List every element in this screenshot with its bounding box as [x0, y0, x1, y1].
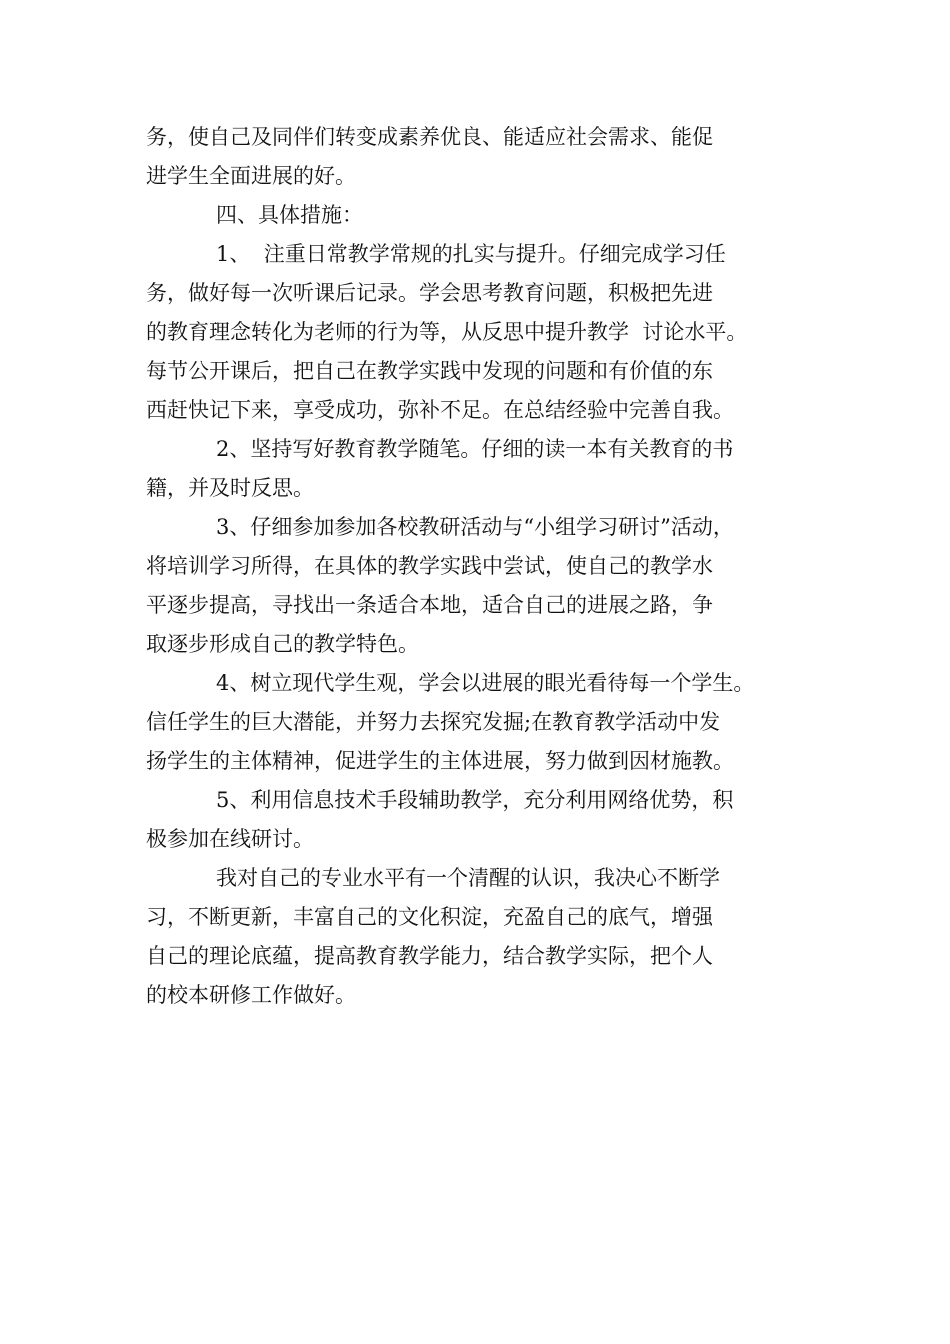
section-heading: 四、具体措施： [216, 203, 363, 227]
text-line: 1、 注重日常教学常规的扎实与提升。仔细完成学习任 [216, 242, 726, 266]
text-line: 信任学生的巨大潜能，并努力去探究发掘;在教育教学活动中发 [146, 710, 721, 734]
text-line: 习，不断更新，丰富自己的文化积淀，充盈自己的底气，增强 [146, 905, 713, 929]
text-line: 务，使自己及同伴们转变成素养优良、能适应社会需求、能促 [146, 125, 713, 149]
text-line: 西赶快记下来，享受成功，弥补不足。在总结经验中完善自我。 [146, 398, 734, 422]
text-line: 自己的理论底蕴，提高教育教学能力，结合教学实际，把个人 [146, 944, 713, 968]
text-line: 的校本研修工作做好。 [146, 983, 356, 1007]
text-line: 取逐步形成自己的教学特色。 [146, 632, 419, 656]
text-line: 进学生全面进展的好。 [146, 164, 356, 188]
text-line: 我对自己的专业水平有一个清醒的认识，我决心不断学 [216, 866, 720, 890]
text-line: 3、仔细参加参加各校教研活动与“小组学习研讨”活动， [216, 515, 734, 539]
text-line: 极参加在线研讨。 [146, 827, 314, 851]
text-line: 籍，并及时反思。 [146, 476, 314, 500]
text-line: 扬学生的主体精神，促进学生的主体进展，努力做到因材施教。 [146, 749, 734, 773]
body-text [146, 118, 826, 1015]
text-line: 的教育理念转化为老师的行为等，从反思中提升教学 讨论水平。 [146, 320, 748, 344]
text-line: 5、利用信息技术手段辅助教学，充分利用网络优势，积 [216, 788, 734, 812]
text-line: 4、树立现代学生观，学会以进展的眼光看待每一个学生。 [216, 671, 755, 695]
text-line: 平逐步提高，寻找出一条适合本地，适合自己的进展之路，争 [146, 593, 713, 617]
text-line: 将培训学习所得，在具体的教学实践中尝试，使自己的教学水 [146, 554, 713, 578]
text-line: 务，做好每一次听课后记录。学会思考教育问题，积极把先进 [146, 281, 713, 305]
text-line: 每节公开课后，把自己在教学实践中发现的问题和有价值的东 [146, 359, 713, 383]
text-line: 2、坚持写好教育教学随笔。仔细的读一本有关教育的书 [216, 437, 734, 461]
